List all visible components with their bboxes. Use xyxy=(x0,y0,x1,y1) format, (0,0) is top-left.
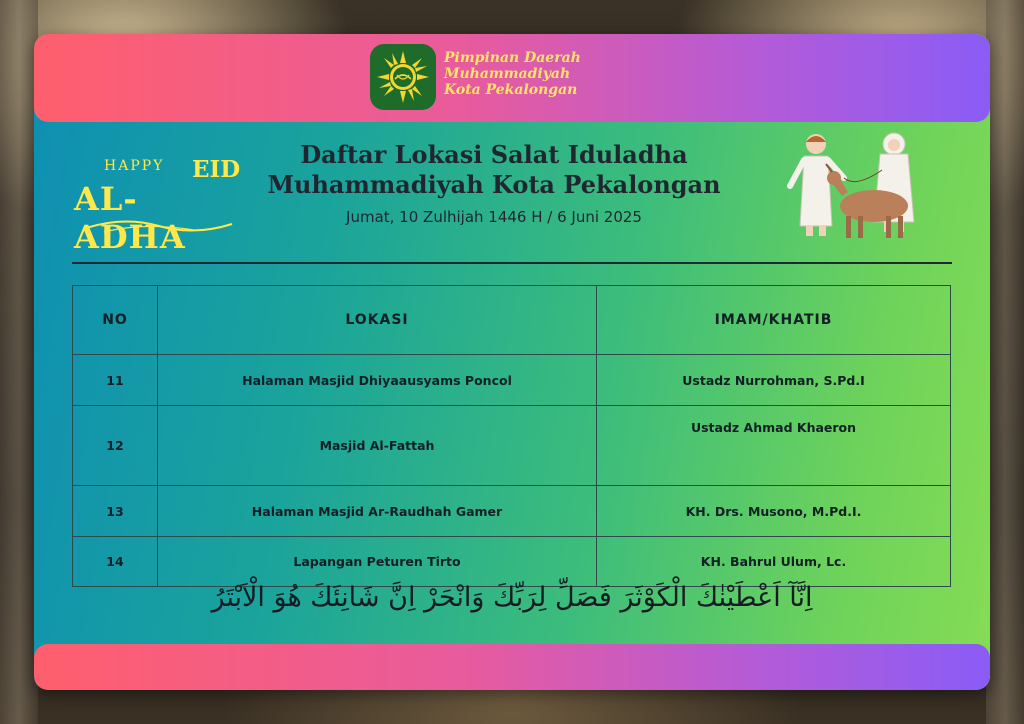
table-row xyxy=(73,486,951,537)
header-lokasi: LOKASI xyxy=(158,286,597,355)
org-line-1: Pimpinan Daerah xyxy=(444,50,581,66)
row-lokasi: Lapangan Peturen Tirto xyxy=(158,537,597,587)
organization-name xyxy=(444,50,581,98)
location-table xyxy=(72,285,951,587)
table-row xyxy=(73,355,951,406)
title-line-1: Daftar Lokasi Salat Iduladha xyxy=(300,140,688,169)
row-imam: Ustadz Ahmad Khaeron xyxy=(597,406,951,486)
table-header-row xyxy=(73,286,951,355)
org-line-3: Kota Pekalongan xyxy=(444,82,578,98)
row-lokasi: Halaman Masjid Dhiyaausyams Poncol xyxy=(158,355,597,406)
row-imam: KH. Drs. Musono, M.Pd.I. xyxy=(597,486,951,537)
quran-verse: اِنَّآ اَعْطَيْنٰكَ الْكَوْثَرَ فَصَلِّ لِرَبِّكَ وَانْحَرْ اِنَّ شَانِئَكَ هُوَ الْاَبْتَرُ xyxy=(211,582,813,613)
row-no: 14 xyxy=(73,537,158,587)
page-title xyxy=(234,140,754,200)
background-pillar-left xyxy=(0,0,38,724)
badge-eid: EID xyxy=(192,156,241,183)
row-lokasi: Masjid Al-Fattah xyxy=(158,406,597,486)
row-no: 12 xyxy=(73,406,158,486)
header-imam-khatib: IMAM/KHATIB xyxy=(597,286,951,355)
org-line-2: Muhammadiyah xyxy=(444,66,571,82)
row-no: 13 xyxy=(73,486,158,537)
divider xyxy=(72,262,952,264)
row-imam: KH. Bahrul Ulum, Lc. xyxy=(597,537,951,587)
badge-happy: HAPPY xyxy=(104,158,165,174)
eid-al-adha-badge xyxy=(74,156,244,256)
table-row xyxy=(73,537,951,587)
badge-al-adha: AL-ADHA xyxy=(74,180,186,256)
swirl-ornament-icon xyxy=(84,218,234,234)
event-date: Jumat, 10 Zulhijah 1446 H / 6 Juni 2025 xyxy=(346,208,642,226)
row-lokasi: Halaman Masjid Ar-Raudhah Gamer xyxy=(158,486,597,537)
header-no: NO xyxy=(73,286,158,355)
muhammadiyah-logo-icon xyxy=(370,44,436,110)
row-imam: Ustadz Nurrohman, S.Pd.I xyxy=(597,355,951,406)
children-with-goat-illustration-icon xyxy=(786,130,926,242)
table-row xyxy=(73,406,951,486)
footer-band xyxy=(34,644,990,690)
title-line-2: Muhammadiyah Kota Pekalongan xyxy=(267,170,721,199)
row-no: 11 xyxy=(73,355,158,406)
announcement-card xyxy=(34,34,990,690)
background-pillar-right xyxy=(986,0,1024,724)
